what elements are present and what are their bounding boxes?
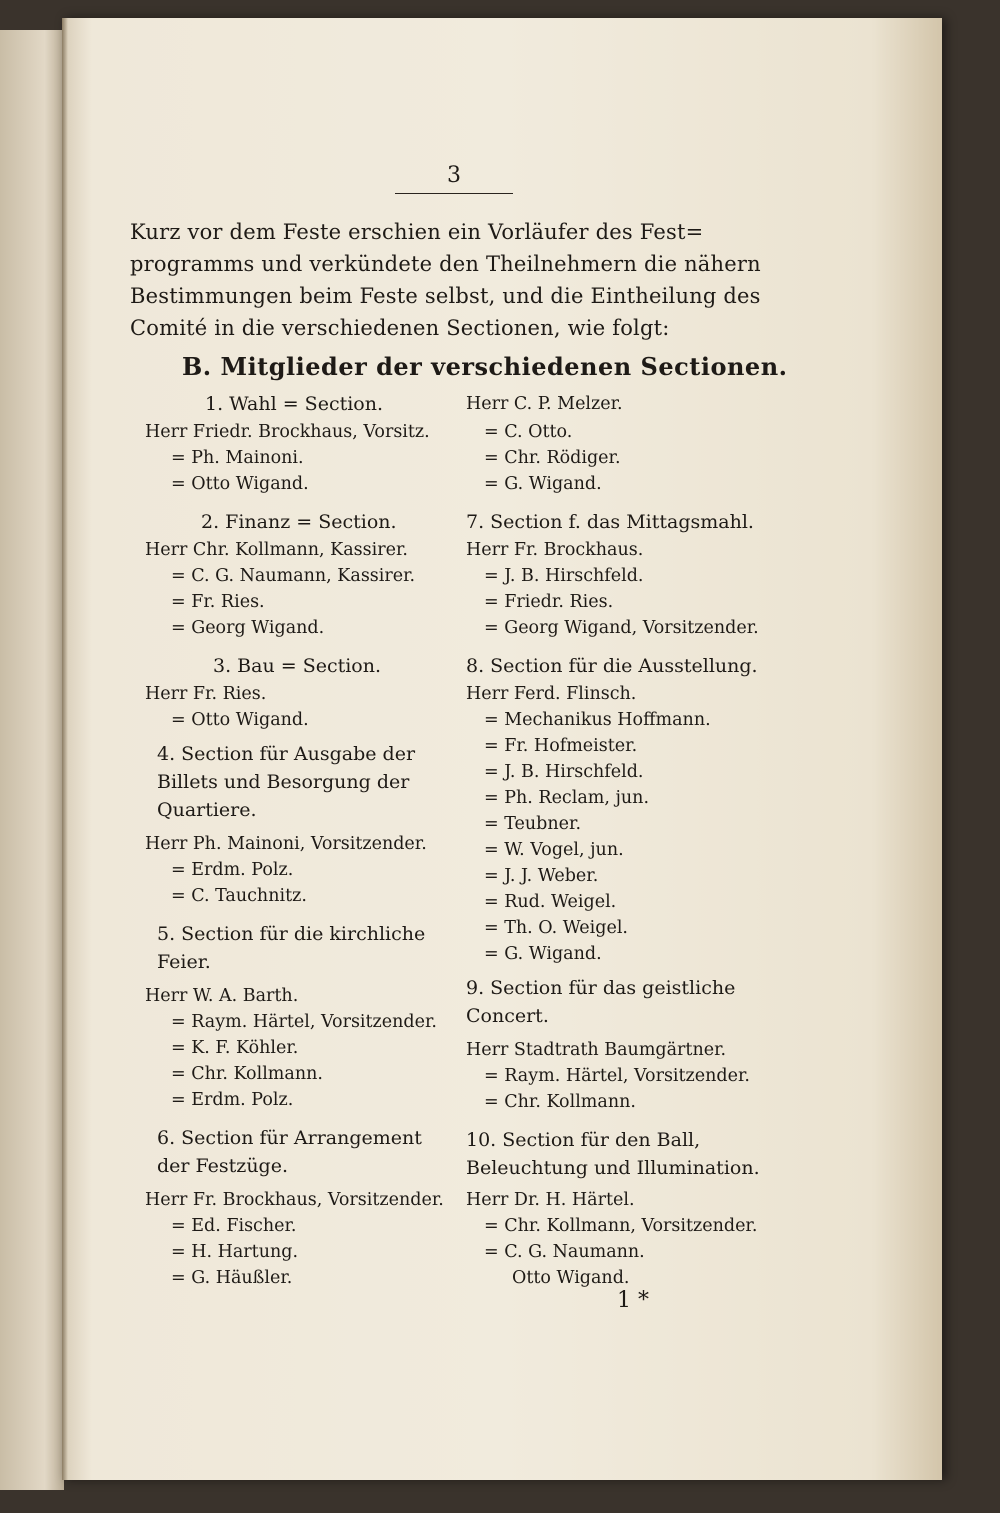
member-entry: = Th. O. Weigel.	[484, 918, 628, 938]
section-title: 7. Section f. das Mittagsmahl.	[466, 511, 754, 533]
member-entry: Herr Dr. H. Härtel.	[466, 1190, 635, 1210]
member-entry: Herr Ph. Mainoni, Vorsitzender.	[145, 834, 427, 854]
member-entry: = J. B. Hirschfeld.	[484, 762, 644, 782]
member-entry: = Chr. Kollmann.	[484, 1092, 636, 1112]
intro-line: Comité in die verschiedenen Sectionen, wie folgt:	[130, 316, 670, 340]
member-entry: Herr Chr. Kollmann, Kassirer.	[145, 540, 408, 560]
section-title: 3. Bau = Section.	[213, 655, 382, 677]
member-entry: = G. Wigand.	[484, 474, 602, 494]
member-entry: = Mechanikus Hoffmann.	[484, 710, 711, 730]
member-entry: = Friedr. Ries.	[484, 592, 614, 612]
member-entry: = Ph. Reclam, jun.	[484, 788, 650, 808]
page-number: 3	[447, 163, 461, 188]
member-entry: = Chr. Rödiger.	[484, 448, 621, 468]
member-entry: Herr Friedr. Brockhaus, Vorsitz.	[145, 422, 430, 442]
member-entry: Herr C. P. Melzer.	[466, 394, 623, 414]
section-title: 8. Section für die Ausstellung.	[466, 655, 758, 677]
member-entry: Herr Fr. Brockhaus.	[466, 540, 644, 560]
member-entry: = Otto Wigand.	[171, 710, 309, 730]
member-entry: = G. Häußler.	[171, 1268, 293, 1288]
member-entry: = G. Wigand.	[484, 944, 602, 964]
page-number-rule	[395, 193, 513, 194]
member-entry: = Chr. Kollmann, Vorsitzender.	[484, 1216, 758, 1236]
section-title: Beleuchtung und Illumination.	[466, 1157, 760, 1179]
page-gutter	[62, 18, 68, 1480]
section-title: Quartiere.	[157, 799, 257, 821]
section-title: Concert.	[466, 1005, 549, 1027]
section-title: 9. Section für das geistliche	[466, 977, 736, 999]
section-title: der Festzüge.	[157, 1155, 288, 1177]
member-entry: = C. G. Naumann.	[484, 1242, 645, 1262]
member-entry: = W. Vogel, jun.	[484, 840, 624, 860]
member-entry: = J. J. Weber.	[484, 866, 599, 886]
section-title: 1. Wahl = Section.	[205, 393, 384, 415]
signature-mark: 1 *	[617, 1288, 649, 1313]
member-entry: = Ed. Fischer.	[171, 1216, 297, 1236]
member-entry: = Fr. Ries.	[171, 592, 265, 612]
member-entry: = Georg Wigand.	[171, 618, 325, 638]
section-title: 5. Section für die kirchliche	[157, 923, 426, 945]
member-entry: Herr Fr. Ries.	[145, 684, 267, 704]
intro-line: Bestimmungen beim Feste selbst, und die Eintheilung des	[130, 284, 761, 308]
member-entry: Herr Stadtrath Baumgärtner.	[466, 1040, 727, 1060]
intro-paragraph	[130, 216, 770, 344]
member-entry: = Otto Wigand.	[171, 474, 309, 494]
member-entry: = J. B. Hirschfeld.	[484, 566, 644, 586]
member-entry: = C. Otto.	[484, 422, 573, 442]
member-entry: = C. G. Naumann, Kassirer.	[171, 566, 416, 586]
section-title: Feier.	[157, 951, 211, 973]
member-entry: = Raym. Härtel, Vorsitzender.	[484, 1066, 750, 1086]
member-entry: = C. Tauchnitz.	[171, 886, 307, 906]
member-entry: Herr Ferd. Flinsch.	[466, 684, 637, 704]
member-entry: = Georg Wigand, Vorsitzender.	[484, 618, 759, 638]
previous-page-edge	[0, 30, 64, 1490]
member-entry: = Raym. Härtel, Vorsitzender.	[171, 1012, 437, 1032]
section-heading: B. Mitglieder der verschiedenen Sectionen.	[182, 352, 788, 381]
member-entry: = Erdm. Polz.	[171, 860, 294, 880]
member-entry: = Fr. Hofmeister.	[484, 736, 638, 756]
section-title: 2. Finanz = Section.	[201, 511, 397, 533]
member-entry: = Teubner.	[484, 814, 582, 834]
section-title: 10. Section für den Ball,	[466, 1129, 701, 1151]
member-entry: = Erdm. Polz.	[171, 1090, 294, 1110]
section-title: Billets und Besorgung der	[157, 771, 410, 793]
member-entry: = Chr. Kollmann.	[171, 1064, 323, 1084]
intro-line: programms und verkündete den Theilnehmern die nähern	[130, 252, 761, 276]
section-title: 4. Section für Ausgabe der	[157, 743, 416, 765]
section-title: 6. Section für Arrangement	[157, 1127, 422, 1149]
member-entry: = Ph. Mainoni.	[171, 448, 304, 468]
member-entry: Herr W. A. Barth.	[145, 986, 299, 1006]
member-entry: = H. Hartung.	[171, 1242, 299, 1262]
intro-line: Kurz vor dem Feste erschien ein Vorläufer des Fest=	[130, 220, 704, 244]
member-entry: Otto Wigand.	[512, 1268, 630, 1288]
member-entry: = Rud. Weigel.	[484, 892, 617, 912]
member-entry: = K. F. Köhler.	[171, 1038, 299, 1058]
member-entry: Herr Fr. Brockhaus, Vorsitzender.	[145, 1190, 444, 1210]
